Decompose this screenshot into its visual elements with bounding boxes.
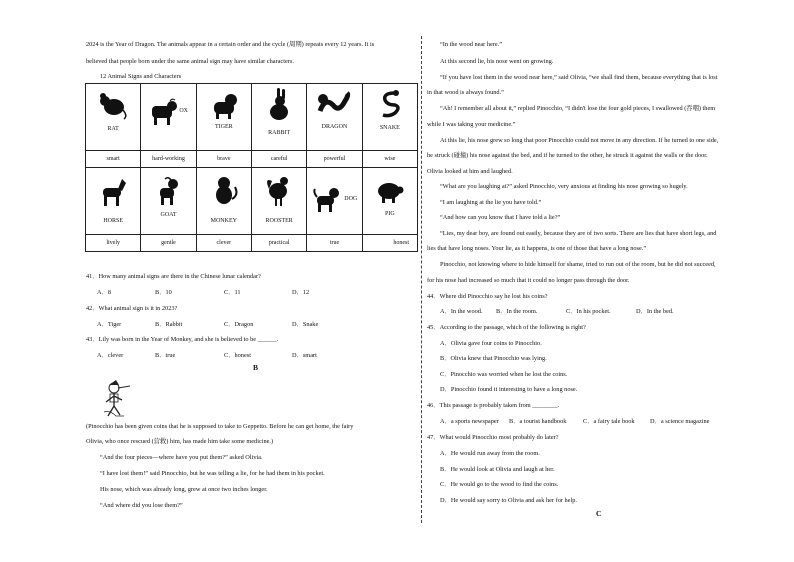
passage-right-9: Olivia looked at him and laughed. xyxy=(427,168,513,175)
trait-cell: wise xyxy=(362,151,417,168)
sign-name: DOG xyxy=(344,196,358,202)
passage-left-3: “And the four pieces—where have you put them?” asked Olivia. xyxy=(100,454,263,461)
sign-cell-ox xyxy=(141,84,196,151)
pinocchio-illustration xyxy=(100,380,140,420)
q41-stem: 41．How many animal signs are there in the Chinese lunar calendar? xyxy=(86,273,261,280)
q44-stem: 44．Where did Pinocchio say he lost his coins? xyxy=(427,293,548,300)
ox-icon xyxy=(148,98,178,126)
passage-left-6: “And where did you lose them?” xyxy=(100,502,183,509)
passage-right-4: in that wood is always found.” xyxy=(427,89,504,96)
q46-stem: 46．This passage is probably taken from ________. xyxy=(427,402,560,409)
sign-cell-pig xyxy=(362,168,417,235)
snake-icon xyxy=(377,89,403,121)
passage-right-16: for his nose had increased so much that it could no longer pass through the door. xyxy=(427,277,630,284)
sign-cell-monkey xyxy=(196,168,251,235)
sign-cell-snake xyxy=(362,84,417,151)
q47-stem: 47．What would Pinocchio most probably do later? xyxy=(427,434,559,441)
q47-option-a[interactable]: A．He would run away from the room. xyxy=(440,450,540,457)
passage-right-6: while I was taking your medicine.” xyxy=(427,121,516,128)
trait-cell: careful xyxy=(251,151,306,168)
q43-option-c[interactable]: C．honest xyxy=(224,352,251,359)
rat-icon xyxy=(98,92,128,120)
intro-line-1: 2024 is the Year of Dragon. The animals appear in a certain order and the cycle (周期) repeats every 12 years. It is xyxy=(86,41,375,48)
trait-cell: practical xyxy=(251,235,306,252)
q45-option-b[interactable]: B．Olivia knew that Pinocchio was lying. xyxy=(440,355,547,362)
q42-option-b[interactable]: B．Rabbit xyxy=(155,321,183,328)
sign-name: PIG xyxy=(384,211,395,217)
q46-option-c[interactable]: C．a fairy tale book xyxy=(583,418,635,425)
dog-icon xyxy=(313,184,343,214)
q47-option-c[interactable]: C．He would go to the wood to find the coins. xyxy=(440,481,559,488)
sign-name: ROOSTER xyxy=(265,218,293,224)
horse-icon xyxy=(98,177,128,207)
trait-cell: clever xyxy=(196,235,251,252)
q45-option-c[interactable]: C．Pinocchio was worried when he lost the coins. xyxy=(440,371,568,378)
passage-right-7: At this lie, his nose grew so long that poor Pinocchio could not move in any direction. If he turned to one side, xyxy=(440,137,719,144)
sign-cell-tiger xyxy=(196,84,251,151)
passage-right-3: “If you have lost them in the wood near here,” said Olivia, “we shall find them, because everything that is lost xyxy=(440,74,718,81)
q45-stem: 45．According to the passage, which of the following is right? xyxy=(427,324,586,331)
q42-option-d[interactable]: D．Snake xyxy=(292,321,319,328)
intro-line-2: believed that people born under the same animal sign may have similar characters. xyxy=(86,58,294,65)
q47-option-d[interactable]: D．He would say sorry to Olivia and ask her for help. xyxy=(440,497,577,504)
q42-stem: 42．What animal sign is it in 2023? xyxy=(86,305,178,312)
q46-option-d[interactable]: D．a science magazine xyxy=(650,418,710,425)
rooster-icon xyxy=(264,173,294,207)
tiger-icon xyxy=(209,92,239,120)
q45-option-d[interactable]: D．Pinocchio found it interesting to have a long nose. xyxy=(440,386,578,393)
sign-cell-goat xyxy=(141,168,196,235)
passage-right-10: “What are you laughing at?” asked Pinocchio, very anxious at finding his nose growing so hugely. xyxy=(440,183,688,190)
passage-left-2: Olivia, who once rescued (营救) him, has made him take some medicine.) xyxy=(86,438,274,445)
goat-icon xyxy=(154,176,182,206)
trait-cell: true xyxy=(307,235,362,252)
trait-cell: brave xyxy=(196,151,251,168)
q44-option-d[interactable]: D．In the bed. xyxy=(636,308,674,315)
sign-name: SNAKE xyxy=(379,125,400,131)
sign-cell-rabbit xyxy=(251,84,306,151)
sign-name: RAT xyxy=(107,126,119,132)
monkey-icon xyxy=(209,175,239,207)
pig-icon xyxy=(375,180,405,204)
section-c-label: C xyxy=(596,509,602,518)
passage-right-14: lies that have long noses. Your lie, as it happens, is one of those that have a long nose.” xyxy=(427,245,647,252)
q41-option-c[interactable]: C．11 xyxy=(224,289,241,296)
passage-right-13: “Lies, my dear boy, are found out easily, because they are of two sorts. There are lies that have short legs, and xyxy=(440,230,717,237)
q41-option-d[interactable]: D．12 xyxy=(292,289,310,296)
q41-option-b[interactable]: B．10 xyxy=(155,289,172,296)
sign-cell-rooster xyxy=(251,168,306,235)
q45-option-a[interactable]: A．Olivia gave four coins to Pinocchio. xyxy=(440,340,542,347)
q43-option-d[interactable]: D．smart xyxy=(292,352,317,359)
trait-cell: gentle xyxy=(141,235,196,252)
q44-option-a[interactable]: A．In the wood. xyxy=(440,308,483,315)
passage-right-8: he struck (碰撞) his nose against the bed, and if he turned to the other, he struck it against the walls or the door. xyxy=(427,152,708,159)
passage-right-11: “I am laughing at the lie you have told.” xyxy=(440,199,542,206)
trait-cell: lively xyxy=(86,235,141,252)
passage-right-15: Pinocchio, not knowing where to hide himself for shame, tried to run out of the room, but he did not succeed, xyxy=(440,261,716,268)
zodiac-table xyxy=(85,83,418,252)
q46-option-b[interactable]: B．a tourist handbook xyxy=(509,418,567,425)
passage-left-1: (Pinocchio has been given coins that he is supposed to take to Geppetto. Before he can get home, the fairy xyxy=(86,423,354,430)
trait-cell: smart xyxy=(86,151,141,168)
sign-name: TIGER xyxy=(214,124,233,130)
sign-name: OX xyxy=(179,108,189,114)
sign-name: HORSE xyxy=(103,218,123,224)
q43-option-b[interactable]: B．true xyxy=(155,352,176,359)
table-title: 12 Animal Signs and Characters xyxy=(100,73,182,80)
q43-option-a[interactable]: A．clever xyxy=(97,352,124,359)
sign-cell-rat xyxy=(86,84,141,151)
sign-cell-dragon xyxy=(307,84,362,151)
sign-cell-horse xyxy=(86,168,141,235)
section-b-label: B xyxy=(253,363,259,372)
passage-right-5: “Ah! I remember all about it,” replied Pinocchio, “I didn't lose the four gold pieces, I swallowed (吞咽) them xyxy=(440,105,716,112)
q44-option-c[interactable]: C．In his pocket. xyxy=(566,308,611,315)
passage-left-5: His nose, which was already long, grew at once two inches longer. xyxy=(100,486,268,493)
q44-option-b[interactable]: B．In the room. xyxy=(496,308,538,315)
passage-right-2: At this second lie, his nose went on growing. xyxy=(440,58,554,65)
q42-option-a[interactable]: A．Tiger xyxy=(97,321,122,328)
q41-option-a[interactable]: A．8 xyxy=(97,289,111,296)
trait-cell: hard-working xyxy=(141,151,196,168)
passage-left-4: “I have lost them!” said Pinocchio, but he was telling a lie, for he had them in his pocket. xyxy=(100,470,325,477)
dragon-icon xyxy=(317,91,351,121)
sign-cell-dog xyxy=(307,168,362,235)
trait-cell: honest xyxy=(362,235,417,252)
q46-option-a[interactable]: A．a sports newspaper xyxy=(440,418,499,425)
sign-name: RABBIT xyxy=(268,130,291,136)
sign-name: MONKEY xyxy=(210,218,237,224)
q47-option-b[interactable]: B．He would look at Olivia and laugh at her. xyxy=(440,466,555,473)
sign-name: GOAT xyxy=(160,212,177,218)
column-divider xyxy=(421,36,422,523)
q42-option-c[interactable]: C．Dragon xyxy=(224,321,254,328)
passage-right-12: “And how can you know that I have told a lie?” xyxy=(440,214,561,221)
trait-cell: powerful xyxy=(307,151,362,168)
rabbit-icon xyxy=(264,88,294,122)
q43-stem: 43．Lily was born in the Year of Monkey, and she is believed to be ______. xyxy=(86,336,279,343)
sign-name: DRAGON xyxy=(321,124,348,130)
passage-right-1: “In the wood near here.” xyxy=(440,41,503,48)
